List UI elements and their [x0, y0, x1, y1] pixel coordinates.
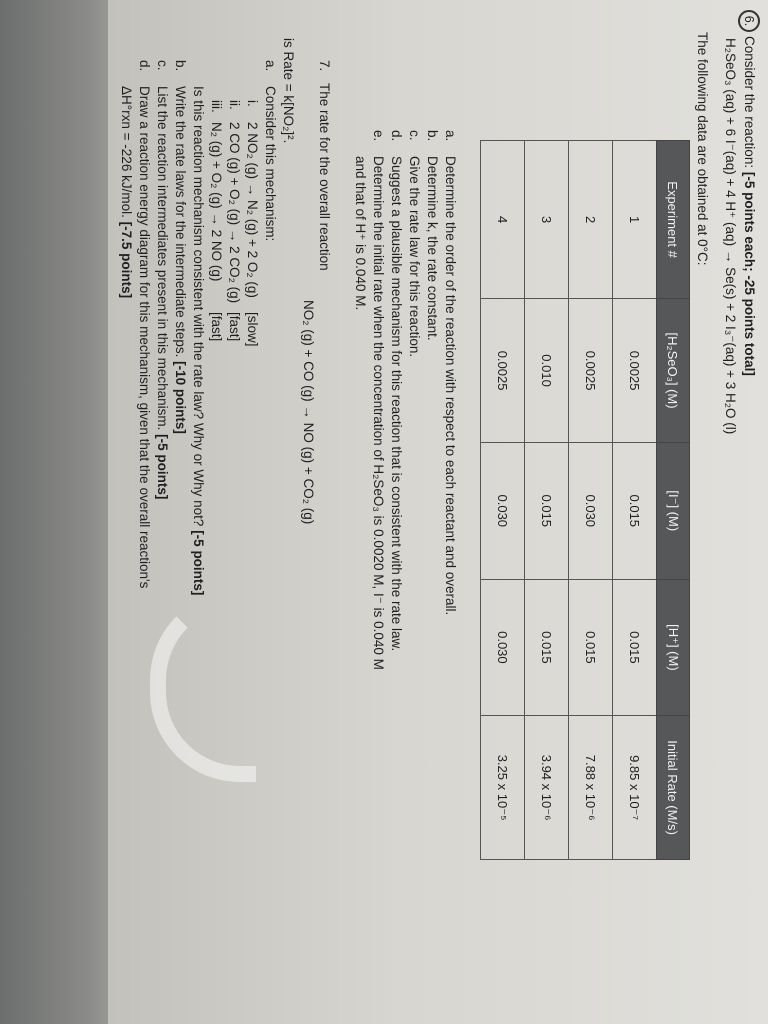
q6-item-e: e.Determine the initial rate when the concentration of H₂SeO₃ is 0.0020 M, I⁻ is 0.040 M: [371, 130, 386, 670]
mechanism-step-1: i.2 NO₂ (g) → N₂ (g) + 2 O₂ (g)[slow]: [245, 100, 260, 347]
header-h2seo3: [H₂SeO₃] (M): [657, 299, 690, 443]
table-row: [481, 141, 525, 860]
q6-item-d: d.Suggest a plausible mechanism for this reaction that is consistent with the rate law.: [389, 130, 404, 652]
worksheet-content: [68, 0, 768, 1024]
q6-number: 6.: [738, 10, 760, 32]
table-cell: 9.85 x 10⁻⁷: [613, 716, 657, 860]
mechanism-step-2: ii.2 CO (g) + O₂ (g) → 2 CO₂ (g)[fast]: [227, 100, 242, 342]
q6-item-a: a.Determine the order of the reaction with respect to each reactant and overall.: [443, 130, 458, 616]
table-cell: 4: [481, 141, 525, 299]
q6-data-intro: The following data are obtained at 0°C:: [695, 32, 710, 266]
q7-consistency-question: Is this reaction mechanism consistent with the rate law? Why or Why not? [-5 points]: [191, 86, 206, 596]
q7-part-c: c.List the reaction intermediates present in this mechanism. [-5 points]: [155, 60, 170, 500]
q7-intro: The rate for the overall reaction: [317, 83, 332, 271]
q7-part-a: a.Consider this mechanism:: [263, 60, 278, 242]
q7-enthalpy: ΔH°rxn = -226 kJ/mol. [-7.5 points]: [119, 86, 134, 299]
table-header-row: [657, 141, 690, 860]
q7-number: 7.: [317, 60, 332, 72]
table-cell: 0.0025: [481, 299, 525, 443]
table-cell: 3.94 x 10⁻⁶: [525, 716, 569, 860]
q6-item-c: c.Give the rate law for this reaction.: [407, 130, 422, 358]
table-cell: 3: [525, 141, 569, 299]
table-cell: 0.030: [481, 442, 525, 579]
table-cell: 0.015: [569, 579, 613, 716]
table-cell: 0.015: [525, 579, 569, 716]
q7-header: [317, 60, 332, 271]
table-cell: 0.015: [613, 579, 657, 716]
table-row: [613, 141, 657, 860]
q6-item-b: b.Determine k, the rate constant.: [425, 130, 440, 341]
header-rate: Initial Rate (M/s): [657, 716, 690, 860]
table-cell: 1: [613, 141, 657, 299]
q7-reaction: NO₂ (g) + CO (g) → NO (g) + CO₂ (g): [301, 300, 316, 525]
q7-rate-law: is Rate = k[NO₂]².: [281, 38, 296, 144]
q6-reaction: H₂SeO₃ (aq) + 6 I⁻(aq) + 4 H⁺ (aq) → Se(s) + 2 I₃⁻(aq) + 3 H₂O (l): [723, 38, 738, 435]
table-row: [569, 141, 613, 860]
q6-intro: Consider the reaction:: [742, 36, 757, 172]
table-cell: 0.015: [525, 442, 569, 579]
table-cell: 0.030: [569, 442, 613, 579]
q7-part-b: b.Write the rate laws for the intermediate steps. [-10 points]: [173, 60, 188, 434]
q6-header: [738, 10, 760, 376]
table-cell: 2: [569, 141, 613, 299]
header-experiment: Experiment #: [657, 141, 690, 299]
table-cell: 0.015: [613, 442, 657, 579]
table-cell: 3.25 x 10⁻⁵: [481, 716, 525, 860]
table-row: [525, 141, 569, 860]
mechanism-step-3: iii.N₂ (g) + O₂ (g) → 2 NO (g)[fast]: [209, 100, 224, 342]
table-cell: 0.030: [481, 579, 525, 716]
q6-item-e-cont: and that of H⁺ is 0.040 M.: [353, 156, 368, 311]
table-cell: 7.88 x 10⁻⁶: [569, 716, 613, 860]
q7-part-d: d.Draw a reaction energy diagram for this mechanism, given that the overall reaction's: [137, 60, 152, 589]
q6-points: [-5 points each; -25 points total]: [742, 171, 757, 376]
table-cell: 0.0025: [569, 299, 613, 443]
header-iodide: [I⁻] (M): [657, 442, 690, 579]
table-cell: 0.010: [525, 299, 569, 443]
table-cell: 0.0025: [613, 299, 657, 443]
header-hydrogen: [H⁺] (M): [657, 579, 690, 716]
rate-data-table: [480, 140, 690, 860]
